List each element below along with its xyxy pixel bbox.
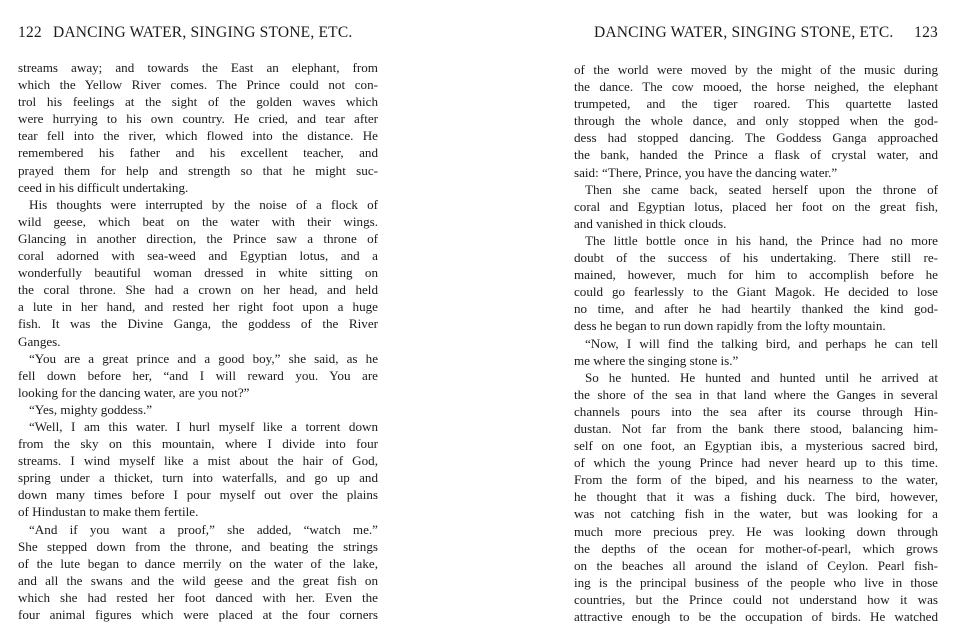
text-line: were hurrying to his own country. He cried, and tear after — [18, 111, 378, 127]
text-line: fell down before her, “and I will reward you. You are — [18, 367, 378, 383]
text-line: “You are a great prince and a good boy,” she said, as he — [29, 350, 378, 366]
text-line: of Hindustan to make them fertile. — [18, 504, 199, 520]
text-line: streams. I wind myself like a mist about the hair of God, — [18, 453, 378, 469]
text-line: said: “There, Prince, you have the dancing water.” — [574, 164, 838, 180]
text-line: dess had stopped dancing. The Goddess Ganga approached — [574, 130, 938, 146]
text-line: could go fearlessly to the Giant Magok. He decided to lose — [574, 284, 938, 300]
text-line: and vanished in thick clouds. — [574, 215, 727, 231]
text-line: much more precious prey. He was looking down through — [574, 523, 938, 539]
text-line: streams away; and towards the East an elephant, from — [18, 60, 378, 75]
text-line: channels pours into the sea after its course through Hin- — [574, 403, 938, 419]
text-line: dustan. Not far from the bank there stood, balancing him- — [574, 420, 938, 436]
text-line: of the lute began to dance merrily on the water of the lake, — [18, 555, 378, 571]
running-title: DANCING WATER, SINGING STONE, ETC. — [53, 24, 353, 41]
text-line: wonderfully beautiful woman dressed in white sitting on — [18, 265, 378, 281]
text-line: which the Yellow River comes. The Prince could not con- — [18, 77, 378, 93]
text-line: mained, however, much for him to accomplish before he — [574, 267, 938, 283]
text-line: wild geese, which beat on the water with their wings. — [18, 213, 378, 229]
left-page — [18, 0, 378, 622]
text-line: which she had rested her foot danced with her. Even the — [18, 589, 378, 605]
text-line: From the form of the biped, and his nearness to the water, — [574, 472, 938, 488]
text-line: doubt of the success of his undertaking. There still re- — [574, 250, 938, 266]
text-line: looking for the dancing water, are you not?” — [18, 384, 250, 400]
text-line: a lute in her hand, and rested her right foot upon a huge — [18, 299, 378, 315]
running-head-left — [18, 24, 378, 44]
text-line: Then she came back, seated herself upon the throne of — [585, 181, 938, 197]
text-line: four animal figures which were placed at the four corners — [18, 607, 378, 622]
text-line: the depths of the ocean for mother-of-pearl, which grows — [574, 540, 938, 556]
text-line: She stepped down from the throne, and beating the strings — [18, 538, 378, 554]
text-line: the bank, handed the Prince a flask of crystal water, and — [574, 147, 938, 163]
text-line: So he hunted. He hunted and hunted until he arrived at — [585, 369, 938, 385]
text-line: trumpeted, and the tiger roared. This quartette lasted — [574, 96, 938, 112]
text-line: coral and Egyptian lotus, placed her foot on the great fish, — [574, 198, 938, 214]
text-line: ing is the principal business of the people who live in those — [574, 574, 938, 590]
text-line: of the world were moved by the might of the music during — [574, 62, 938, 77]
text-line: tear fell into the river, which flowed into the distance. He — [18, 128, 378, 144]
text-line: “Yes, mighty goddess.” — [29, 401, 153, 417]
text-line: “And if you want a proof,” she added, “watch me.” — [29, 521, 378, 537]
text-line: attractive enough to be the occupation of birds. He watched — [574, 609, 938, 624]
text-line: spring under a thicket, turn into waterfalls, and go up and — [18, 470, 378, 486]
text-line: self on one foot, an Egyptian ibis, a mysterious sacred bird, — [574, 438, 938, 454]
text-line: countries, but the Prince could not understand how it was — [574, 591, 938, 607]
running-head-right — [574, 24, 938, 44]
text-line: prayed them for help and strength so that he might suc- — [18, 162, 378, 178]
text-line: down many times before I pour myself out over the plains — [18, 487, 378, 503]
text-line: trol his feelings at the sight of the golden waves which — [18, 94, 378, 110]
text-line: on the beaches all around the island of Ceylon. Pearl fish- — [574, 557, 938, 573]
text-line: the coral throne. She had a crown on her head, and held — [18, 282, 378, 298]
running-title: DANCING WATER, SINGING STONE, ETC. — [594, 24, 894, 41]
body-text — [18, 59, 378, 623]
text-line: The little bottle once in his hand, the Prince had no more — [585, 232, 938, 248]
text-line: “Now, I will find the talking bird, and perhaps he can tell — [585, 335, 938, 351]
text-line: the dance. The cow mooed, the horse neighed, the elephant — [574, 79, 938, 95]
right-page — [574, 0, 938, 624]
text-line: and all the swans and the wild geese and the great fish on — [18, 572, 378, 588]
text-line: was not catching fish in the water, but was looking for a — [574, 506, 938, 522]
page-number: 122 — [18, 24, 42, 41]
text-line: ceed in his difficult undertaking. — [18, 179, 189, 195]
text-line: from the sky on this mountain, where I divide into four — [18, 436, 378, 452]
text-line: Glancing in another direction, the Prince saw a throne of — [18, 230, 378, 246]
text-line: Ganges. — [18, 333, 61, 349]
text-line: of which the young Prince had never heard up to this time. — [574, 455, 938, 471]
text-line: fish. It was the Divine Ganga, the goddess of the River — [18, 316, 378, 332]
text-line: dess he began to run down rapidly from the lofty mountain. — [574, 318, 886, 334]
text-line: His thoughts were interrupted by the noise of a flock of — [29, 196, 378, 212]
page-number: 123 — [914, 24, 938, 41]
body-text — [574, 61, 938, 625]
text-line: he thought that it was a fishing duck. The bird, however, — [574, 489, 938, 505]
text-line: me where the singing stone is.” — [574, 352, 739, 368]
text-line: coral adorned with sea-weed and Egyptian lotus, and a — [18, 248, 378, 264]
text-line: “Well, I am this water. I hurl myself like a torrent down — [29, 418, 378, 434]
text-line: through the whole dance, and only stopped when the god- — [574, 113, 938, 129]
text-line: remembered his father and his excellent teacher, and — [18, 145, 378, 161]
text-line: no time, and after he had heartily thanked the kind god- — [574, 301, 938, 317]
text-line: the shore of the sea in that land where the Ganges in several — [574, 386, 938, 402]
